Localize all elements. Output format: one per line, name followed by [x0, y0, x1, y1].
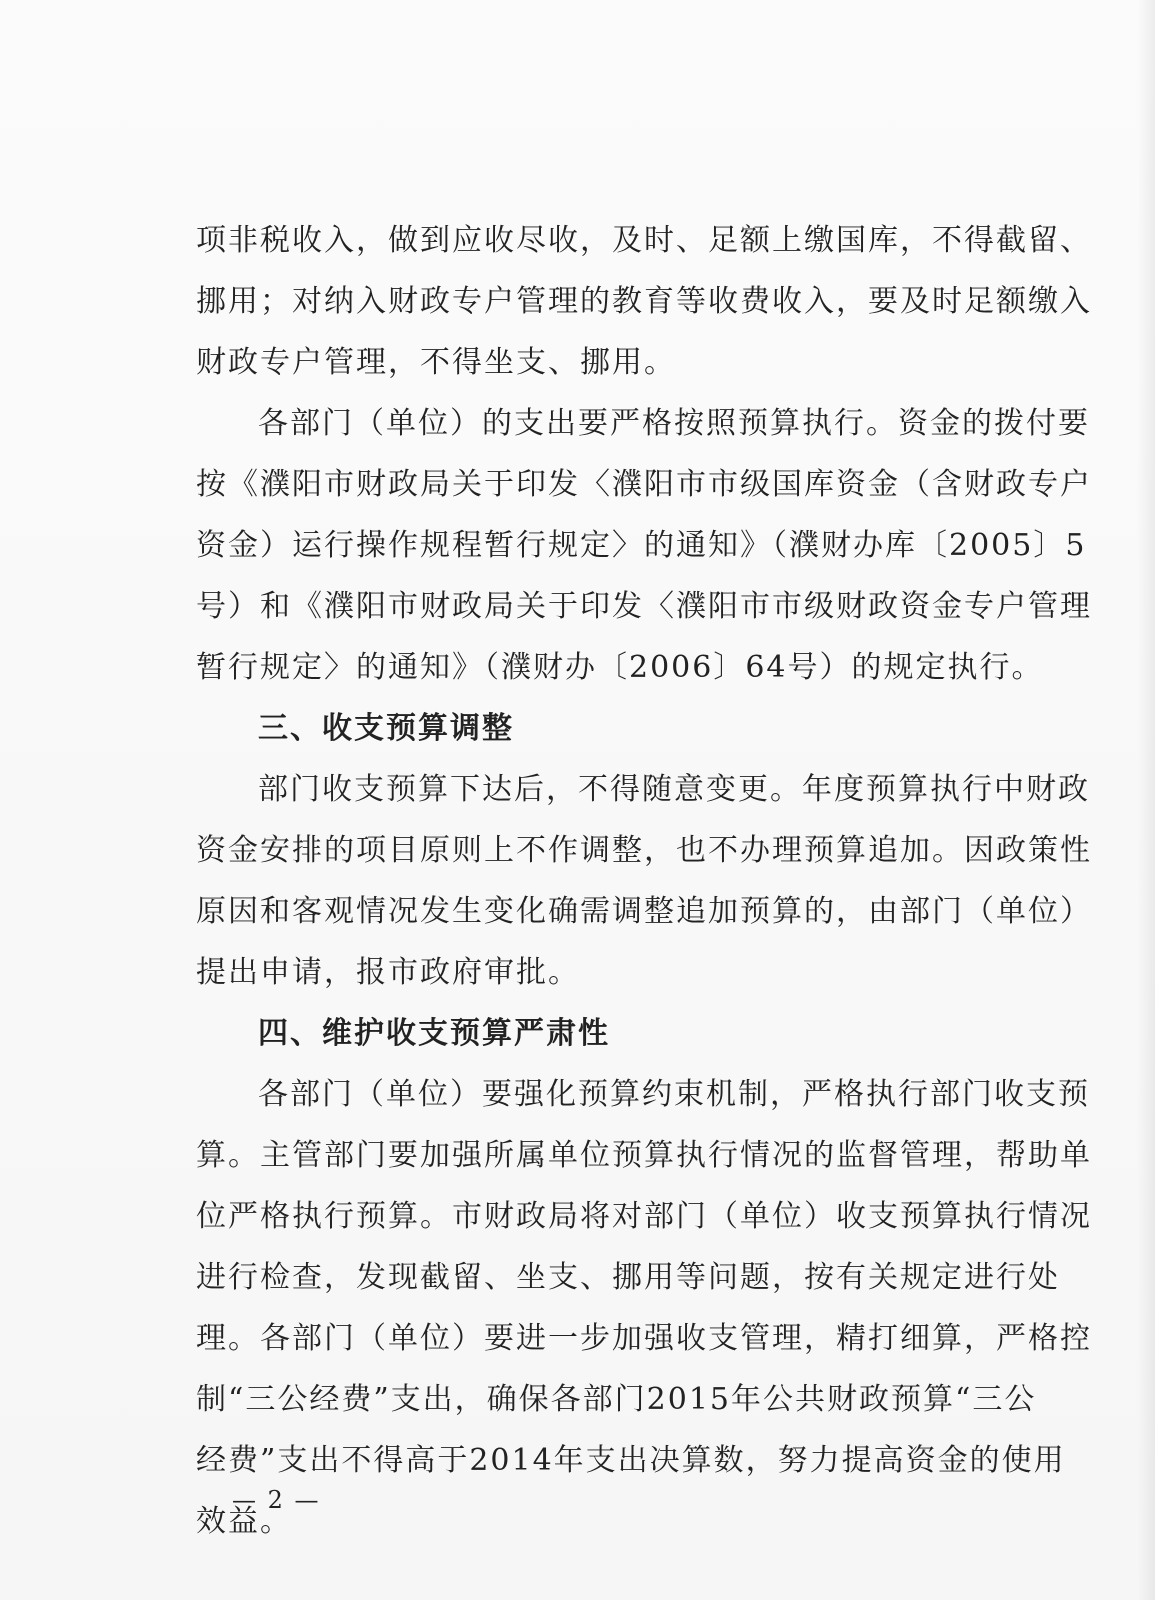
- paragraph-line: 位严格执行预算。市财政局将对部门（单位）收支预算执行情况: [196, 1199, 1092, 1234]
- section-heading-budget-seriousness: 四、维护收支预算严肃性: [258, 1016, 610, 1051]
- paragraph-line: 原因和客观情况发生变化确需调整追加预算的，由部门（单位）: [196, 894, 1092, 929]
- section-heading-budget-adjustment: 三、收支预算调整: [258, 711, 514, 746]
- paragraph-line: 算。主管部门要加强所属单位预算执行情况的监督管理，帮助单: [196, 1138, 1092, 1173]
- page-number: — 2 —: [232, 1486, 321, 1514]
- paragraph-line: 部门收支预算下达后，不得随意变更。年度预算执行中财政: [258, 772, 1090, 807]
- paragraph-line: 挪用；对纳入财政专户管理的教育等收费收入，要及时足额缴入: [196, 284, 1092, 319]
- paragraph-line: 各部门（单位）的支出要严格按照预算执行。资金的拨付要: [258, 406, 1090, 441]
- paragraph-line: 资金安排的项目原则上不作调整，也不办理预算追加。因政策性: [196, 833, 1092, 868]
- paragraph-line: 理。各部门（单位）要进一步加强收支管理，精打细算，严格控: [196, 1321, 1092, 1356]
- paragraph-line: 暂行规定〉的通知》（濮财办〔2006〕64号）的规定执行。: [196, 650, 1044, 685]
- paragraph-line: 进行检查，发现截留、坐支、挪用等问题，按有关规定进行处: [196, 1260, 1060, 1295]
- paragraph-line: 提出申请，报市政府审批。: [196, 955, 580, 990]
- paragraph-line: 效益。: [196, 1504, 292, 1539]
- paragraph-line: 资金）运行操作规程暂行规定〉的通知》（濮财办库〔2005〕5: [196, 528, 1087, 563]
- paragraph-line: 制“三公经费”支出，确保各部门2015年公共财政预算“三公: [196, 1382, 1037, 1417]
- paragraph-line: 号）和《濮阳市财政局关于印发〈濮阳市市级财政资金专户管理: [196, 589, 1092, 624]
- paragraph-line: 各部门（单位）要强化预算约束机制，严格执行部门收支预: [258, 1077, 1090, 1112]
- paragraph-line: 经费”支出不得高于2014年支出决算数，努力提高资金的使用: [196, 1443, 1066, 1478]
- document-body: [196, 210, 1092, 1552]
- paragraph-line: 财政专户管理，不得坐支、挪用。: [196, 345, 676, 380]
- paragraph-line: 项非税收入，做到应收尽收，及时、足额上缴国库，不得截留、: [196, 223, 1092, 258]
- paragraph-line: 按《濮阳市财政局关于印发〈濮阳市市级国库资金（含财政专户: [196, 467, 1092, 502]
